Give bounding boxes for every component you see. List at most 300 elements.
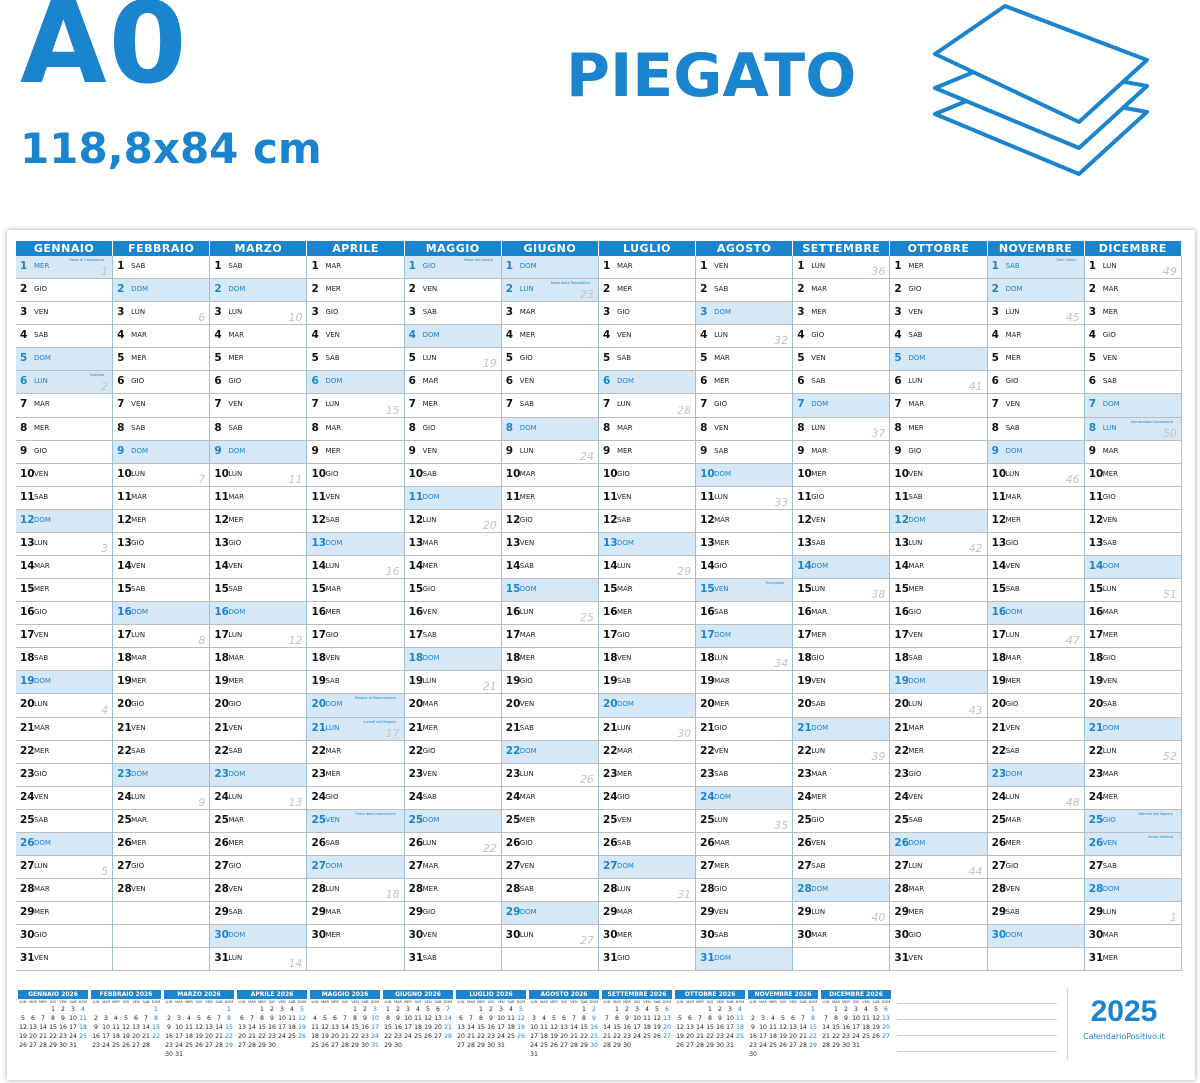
day-number: 27 bbox=[408, 860, 424, 873]
mini-day: 17 bbox=[69, 1024, 77, 1031]
day-number: 2 bbox=[408, 283, 416, 296]
weekday-label: LUN bbox=[908, 377, 923, 386]
mini-day: 26 bbox=[122, 1042, 130, 1049]
day-cell bbox=[890, 556, 987, 579]
mini-day: 16 bbox=[361, 1024, 369, 1031]
day-cell bbox=[696, 741, 793, 764]
mini-weekday: SAB bbox=[872, 1000, 880, 1004]
mini-day: 25 bbox=[862, 1033, 870, 1040]
weekday-label: DOM bbox=[422, 654, 440, 663]
day-cell bbox=[696, 810, 793, 833]
day-cell bbox=[113, 579, 210, 602]
day-number: 10 bbox=[991, 467, 1007, 480]
mini-weekday: MER bbox=[404, 1000, 412, 1004]
mini-weekday: MER bbox=[842, 1000, 850, 1004]
day-number: 3 bbox=[408, 306, 416, 319]
day-cell bbox=[307, 556, 404, 579]
day-number: 22 bbox=[1088, 744, 1104, 757]
format-title: A0 bbox=[20, 0, 189, 109]
mini-days bbox=[748, 1005, 818, 1059]
mini-weekday: LUN bbox=[676, 1000, 684, 1004]
day-cell bbox=[599, 556, 696, 579]
day-cell bbox=[502, 556, 599, 579]
mini-day: 24 bbox=[633, 1033, 641, 1040]
mini-day: 31 bbox=[726, 1042, 734, 1049]
weekday-label: DOM bbox=[811, 400, 829, 409]
mini-day: 1 bbox=[708, 1006, 712, 1013]
day-cell bbox=[16, 279, 113, 302]
mini-day: 28 bbox=[341, 1042, 349, 1049]
day-cell bbox=[988, 902, 1085, 925]
week-number: 38 bbox=[871, 588, 886, 602]
mini-day: 12 bbox=[321, 1024, 329, 1031]
day-cell bbox=[696, 302, 793, 325]
mini-day: 25 bbox=[540, 1042, 548, 1049]
weekday-label: MAR bbox=[908, 400, 925, 409]
mini-weekday: LUN bbox=[384, 1000, 392, 1004]
day-cell bbox=[890, 741, 987, 764]
day-cell bbox=[793, 787, 890, 810]
day-number: 4 bbox=[700, 329, 708, 342]
day-cell bbox=[890, 279, 987, 302]
weekday-label: MAR bbox=[519, 469, 536, 478]
day-cell bbox=[793, 302, 890, 325]
weekday-label: MAR bbox=[1005, 654, 1022, 663]
day-cell bbox=[696, 948, 793, 971]
day-cell bbox=[988, 487, 1085, 510]
day-cell bbox=[890, 718, 987, 741]
mini-day: 21 bbox=[215, 1033, 223, 1040]
day-number: 22 bbox=[408, 744, 424, 757]
day-cell bbox=[793, 879, 890, 902]
day-cell bbox=[988, 787, 1085, 810]
holiday-label: Ferragosto bbox=[765, 581, 785, 586]
day-number: 18 bbox=[602, 652, 618, 665]
month-column bbox=[16, 241, 113, 971]
weekday-label: DOM bbox=[228, 446, 246, 455]
day-cell bbox=[210, 487, 307, 510]
mini-day: 15 bbox=[152, 1024, 160, 1031]
weekday-label: SAB bbox=[616, 515, 632, 524]
weekday-label: MER bbox=[811, 792, 827, 801]
day-number: 27 bbox=[1088, 860, 1104, 873]
weekday-label: LUN bbox=[1102, 585, 1117, 594]
mini-day: 19 bbox=[298, 1024, 306, 1031]
weekday-label: VEN bbox=[325, 654, 340, 663]
weekday-label: LUN bbox=[616, 885, 631, 894]
empty-cell bbox=[988, 948, 1085, 971]
mini-weekday: DOM bbox=[808, 1000, 818, 1004]
mini-day: 6 bbox=[688, 1015, 692, 1022]
mini-day: 14 bbox=[444, 1015, 452, 1022]
mini-day: 19 bbox=[653, 1024, 661, 1031]
day-number: 14 bbox=[991, 560, 1007, 573]
mini-day: 9 bbox=[363, 1015, 367, 1022]
mini-day: 30 bbox=[842, 1042, 850, 1049]
empty-cell bbox=[502, 948, 599, 971]
day-cell bbox=[405, 348, 502, 371]
weekday-label: MAR bbox=[1102, 446, 1119, 455]
mini-day: 5 bbox=[197, 1015, 201, 1022]
day-number: 18 bbox=[117, 652, 132, 665]
day-number: 26 bbox=[214, 836, 229, 849]
mini-day: 27 bbox=[132, 1042, 140, 1049]
mini-day: 9 bbox=[94, 1024, 98, 1031]
mini-day: 14 bbox=[248, 1024, 256, 1031]
holiday-label: Immacolata Concezione bbox=[1130, 419, 1173, 424]
day-cell bbox=[502, 902, 599, 925]
week-number: 43 bbox=[968, 703, 983, 717]
weekday-label: MER bbox=[519, 331, 536, 340]
day-number: 11 bbox=[991, 490, 1007, 503]
mini-weekday: LUN bbox=[457, 1000, 465, 1004]
weekday-label: LUN bbox=[131, 308, 146, 317]
weekday-label: GIO bbox=[1102, 654, 1116, 663]
mini-days bbox=[529, 1005, 599, 1059]
weekday-label: GIO bbox=[422, 908, 436, 917]
weekday-label: GIO bbox=[422, 262, 436, 270]
mini-day: 15 bbox=[832, 1024, 840, 1031]
mini-weekday: DOM bbox=[589, 1000, 599, 1004]
day-cell bbox=[307, 625, 404, 648]
day-cell bbox=[988, 879, 1085, 902]
day-number: 19 bbox=[602, 675, 618, 688]
weekday-label: MAR bbox=[714, 515, 730, 524]
weekday-label: MER bbox=[908, 262, 924, 270]
mini-month-title: AGOSTO 2026 bbox=[529, 990, 599, 999]
mini-weekday: GIO bbox=[122, 1000, 130, 1004]
day-number: 15 bbox=[894, 583, 910, 596]
weekday-label: MAR bbox=[714, 354, 730, 363]
mini-blank bbox=[91, 1005, 101, 1014]
empty-cell bbox=[793, 948, 890, 971]
day-cell bbox=[988, 533, 1085, 556]
mini-blank bbox=[675, 1005, 685, 1014]
day-cell bbox=[988, 418, 1085, 441]
weekday-label: DOM bbox=[811, 562, 829, 571]
mini-weekday: LUN bbox=[238, 1000, 246, 1004]
weekday-label: LUN bbox=[714, 492, 729, 501]
mini-day: 21 bbox=[822, 1033, 830, 1040]
mini-weekday: MER bbox=[477, 1000, 485, 1004]
weekday-label: MER bbox=[325, 931, 341, 940]
mini-day: 17 bbox=[102, 1033, 110, 1040]
day-number: 1 bbox=[408, 260, 416, 272]
weekday-label: VEN bbox=[131, 562, 146, 571]
weekday-label: VEN bbox=[131, 400, 146, 409]
mini-day: 18 bbox=[540, 1033, 548, 1040]
weekday-label: VEN bbox=[422, 285, 438, 294]
weekday-label: MER bbox=[325, 285, 341, 294]
day-number: 8 bbox=[894, 421, 902, 434]
mini-day: 3 bbox=[728, 1006, 732, 1013]
week-number: 18 bbox=[385, 888, 400, 902]
weekday-label: MER bbox=[1005, 838, 1021, 847]
day-cell bbox=[1085, 348, 1182, 371]
day-number: 20 bbox=[408, 698, 424, 711]
day-cell bbox=[890, 464, 987, 487]
day-cell bbox=[793, 902, 890, 925]
weekday-label: DOM bbox=[34, 838, 51, 847]
day-cell bbox=[988, 371, 1085, 394]
day-number: 24 bbox=[894, 790, 910, 803]
weekday-label: MER bbox=[34, 423, 50, 432]
day-cell bbox=[890, 325, 987, 348]
day-cell bbox=[16, 348, 113, 371]
mini-day: 23 bbox=[268, 1033, 276, 1040]
day-number: 20 bbox=[991, 698, 1007, 711]
weekday-label: DOM bbox=[1005, 285, 1023, 294]
weekday-label: LUN bbox=[616, 723, 631, 732]
mini-day: 2 bbox=[94, 1015, 98, 1022]
weekday-label: DOM bbox=[714, 631, 732, 640]
day-number: 6 bbox=[505, 375, 514, 388]
weekday-label: MAR bbox=[34, 400, 50, 409]
day-cell bbox=[405, 787, 502, 810]
day-number: 24 bbox=[214, 790, 229, 803]
day-cell bbox=[210, 256, 307, 279]
mini-day: 6 bbox=[436, 1006, 440, 1013]
day-number: 5 bbox=[311, 352, 319, 365]
day-cell bbox=[210, 833, 307, 856]
mini-weekday: MAR bbox=[248, 1000, 256, 1004]
day-number: 23 bbox=[214, 767, 229, 780]
day-cell bbox=[988, 694, 1085, 717]
day-number: 15 bbox=[700, 583, 715, 596]
day-number: 2 bbox=[797, 283, 805, 296]
mini-day: 4 bbox=[542, 1015, 546, 1022]
mini-weekday: LUN bbox=[165, 1000, 173, 1004]
weekday-label: GIO bbox=[131, 700, 145, 709]
mini-day: 15 bbox=[225, 1024, 233, 1031]
day-number: 17 bbox=[117, 629, 132, 642]
mini-day: 31 bbox=[175, 1051, 183, 1058]
day-cell bbox=[599, 579, 696, 602]
week-number: 19 bbox=[482, 357, 497, 371]
weekday-label: LUN bbox=[325, 885, 340, 894]
day-number: 7 bbox=[991, 398, 999, 411]
day-number: 10 bbox=[505, 467, 521, 480]
mini-blank bbox=[28, 1005, 38, 1014]
weekday-label: MAR bbox=[1102, 931, 1119, 940]
day-number: 12 bbox=[894, 513, 910, 526]
day-number: 17 bbox=[214, 629, 229, 642]
mini-weekday: MER bbox=[769, 1000, 777, 1004]
day-cell bbox=[1085, 856, 1182, 879]
day-cell bbox=[210, 579, 307, 602]
mini-day: 1 bbox=[811, 1006, 815, 1013]
weekday-label: DOM bbox=[519, 746, 537, 755]
weekday-label: GIO bbox=[519, 838, 533, 847]
day-cell bbox=[1085, 418, 1182, 441]
mini-day: 30 bbox=[268, 1042, 276, 1049]
mini-weekday: LUN bbox=[749, 1000, 757, 1004]
mini-day: 13 bbox=[434, 1015, 442, 1022]
day-number: 7 bbox=[117, 398, 125, 411]
mini-day: 27 bbox=[686, 1042, 694, 1049]
day-number: 4 bbox=[991, 329, 999, 342]
day-number: 17 bbox=[894, 629, 910, 642]
mini-day: 22 bbox=[832, 1033, 840, 1040]
weekday-label: SAB bbox=[228, 746, 243, 755]
day-number: 10 bbox=[1088, 467, 1104, 480]
day-cell bbox=[599, 694, 696, 717]
mini-weekday: DOM bbox=[78, 1000, 88, 1004]
mini-weekday: GIO bbox=[341, 1000, 349, 1004]
day-number: 12 bbox=[117, 513, 132, 526]
day-cell bbox=[113, 764, 210, 787]
mini-day: 14 bbox=[696, 1024, 704, 1031]
mini-day: 10 bbox=[759, 1024, 767, 1031]
weekday-label: LUN bbox=[228, 308, 243, 317]
day-number: 20 bbox=[1088, 698, 1104, 711]
day-cell bbox=[16, 464, 113, 487]
weekday-label: GIO bbox=[519, 677, 533, 686]
mini-day: 17 bbox=[633, 1024, 641, 1031]
weekday-label: MAR bbox=[616, 262, 633, 270]
weekday-label: DOM bbox=[714, 792, 732, 801]
day-cell bbox=[988, 741, 1085, 764]
day-cell bbox=[890, 694, 987, 717]
day-number: 24 bbox=[117, 790, 132, 803]
weekday-label: MAR bbox=[1102, 769, 1119, 778]
weekday-label: SAB bbox=[131, 746, 146, 755]
day-number: 3 bbox=[1088, 306, 1097, 319]
mini-weekday: DOM bbox=[516, 1000, 526, 1004]
day-cell bbox=[210, 625, 307, 648]
weekday-label: VEN bbox=[325, 492, 340, 501]
mini-day: 8 bbox=[154, 1015, 158, 1022]
day-number: 14 bbox=[700, 560, 715, 573]
day-number: 28 bbox=[20, 883, 35, 896]
day-number: 24 bbox=[408, 790, 424, 803]
day-cell bbox=[890, 902, 987, 925]
weekday-label: SAB bbox=[325, 354, 340, 363]
day-number: 21 bbox=[408, 721, 424, 734]
day-number: 26 bbox=[797, 836, 812, 849]
day-number: 17 bbox=[505, 629, 521, 642]
weekday-label: DOM bbox=[228, 608, 246, 617]
day-cell bbox=[696, 856, 793, 879]
mini-day: 30 bbox=[590, 1042, 598, 1049]
mini-weekday: GIO bbox=[268, 1000, 276, 1004]
mini-day: 31 bbox=[371, 1042, 379, 1049]
day-cell bbox=[988, 464, 1085, 487]
weekday-label: LUN bbox=[811, 908, 826, 917]
mini-day: 20 bbox=[238, 1033, 246, 1040]
day-number: 4 bbox=[505, 329, 514, 342]
mini-weekday: GIO bbox=[195, 1000, 203, 1004]
mini-day: 12 bbox=[298, 1015, 306, 1022]
weekday-label: LUN bbox=[422, 354, 437, 363]
note-line bbox=[897, 1036, 1057, 1052]
weekday-label: LUN bbox=[616, 562, 631, 571]
week-number: 40 bbox=[871, 911, 886, 925]
weekday-label: VEN bbox=[811, 677, 826, 686]
mini-day: 24 bbox=[404, 1033, 412, 1040]
day-number: 30 bbox=[1088, 929, 1104, 942]
weekday-label: DOM bbox=[325, 862, 343, 871]
day-cell bbox=[405, 418, 502, 441]
day-cell bbox=[16, 602, 113, 625]
day-number: 1 bbox=[602, 260, 611, 272]
weekday-label: SAB bbox=[714, 608, 729, 617]
day-cell bbox=[793, 625, 890, 648]
weekday-label: SAB bbox=[1005, 908, 1020, 917]
weekday-label: DOM bbox=[131, 769, 149, 778]
weekday-label: MER bbox=[908, 746, 924, 755]
weekday-label: DOM bbox=[1005, 446, 1023, 455]
day-cell bbox=[405, 648, 502, 671]
day-cell bbox=[988, 441, 1085, 464]
mini-day: 7 bbox=[605, 1015, 609, 1022]
day-cell bbox=[210, 925, 307, 948]
day-cell bbox=[696, 533, 793, 556]
day-number: 12 bbox=[991, 513, 1007, 526]
day-cell bbox=[113, 279, 210, 302]
day-number: 16 bbox=[894, 606, 910, 619]
day-number: 2 bbox=[505, 283, 514, 296]
mini-weekday: VEN bbox=[497, 1000, 505, 1004]
day-number: 11 bbox=[20, 490, 35, 503]
day-cell bbox=[307, 579, 404, 602]
mini-weekday: SAB bbox=[69, 1000, 77, 1004]
mini-blank bbox=[685, 1005, 695, 1014]
day-number: 29 bbox=[311, 906, 327, 919]
weekday-label: MAR bbox=[908, 723, 925, 732]
mini-weekday: VEN bbox=[716, 1000, 724, 1004]
mini-days bbox=[310, 1005, 380, 1050]
day-cell bbox=[793, 925, 890, 948]
day-number: 21 bbox=[894, 721, 910, 734]
day-number: 27 bbox=[700, 860, 715, 873]
day-cell bbox=[502, 648, 599, 671]
day-number: 30 bbox=[311, 929, 327, 942]
mini-day: 25 bbox=[185, 1042, 193, 1049]
day-cell bbox=[696, 718, 793, 741]
weekday-label: VEN bbox=[616, 492, 632, 501]
mini-day: 6 bbox=[791, 1015, 795, 1022]
day-cell bbox=[502, 718, 599, 741]
mini-day: 17 bbox=[278, 1024, 286, 1031]
week-number: 34 bbox=[774, 657, 789, 671]
mini-day: 9 bbox=[61, 1015, 65, 1022]
mini-day: 31 bbox=[530, 1051, 538, 1058]
day-cell bbox=[307, 810, 404, 833]
mini-day: 30 bbox=[716, 1042, 724, 1049]
holiday-label: Natività del Signore bbox=[1138, 811, 1173, 816]
mini-day: 15 bbox=[384, 1024, 392, 1031]
weekday-label: LUN bbox=[131, 631, 146, 640]
mini-day: 8 bbox=[353, 1015, 357, 1022]
day-cell bbox=[210, 325, 307, 348]
day-number: 23 bbox=[700, 767, 715, 780]
mini-days bbox=[456, 1005, 526, 1050]
weekday-label: MER bbox=[228, 838, 244, 847]
day-cell bbox=[113, 671, 210, 694]
day-number: 19 bbox=[797, 675, 812, 688]
day-number: 9 bbox=[117, 444, 125, 457]
day-cell bbox=[599, 510, 696, 533]
day-number: 27 bbox=[214, 860, 229, 873]
mini-day: 28 bbox=[215, 1042, 223, 1049]
day-cell bbox=[16, 510, 113, 533]
day-number: 9 bbox=[214, 444, 222, 457]
day-cell bbox=[210, 371, 307, 394]
mini-day: 18 bbox=[79, 1024, 87, 1031]
mini-day: 14 bbox=[341, 1024, 349, 1031]
day-cell bbox=[890, 671, 987, 694]
